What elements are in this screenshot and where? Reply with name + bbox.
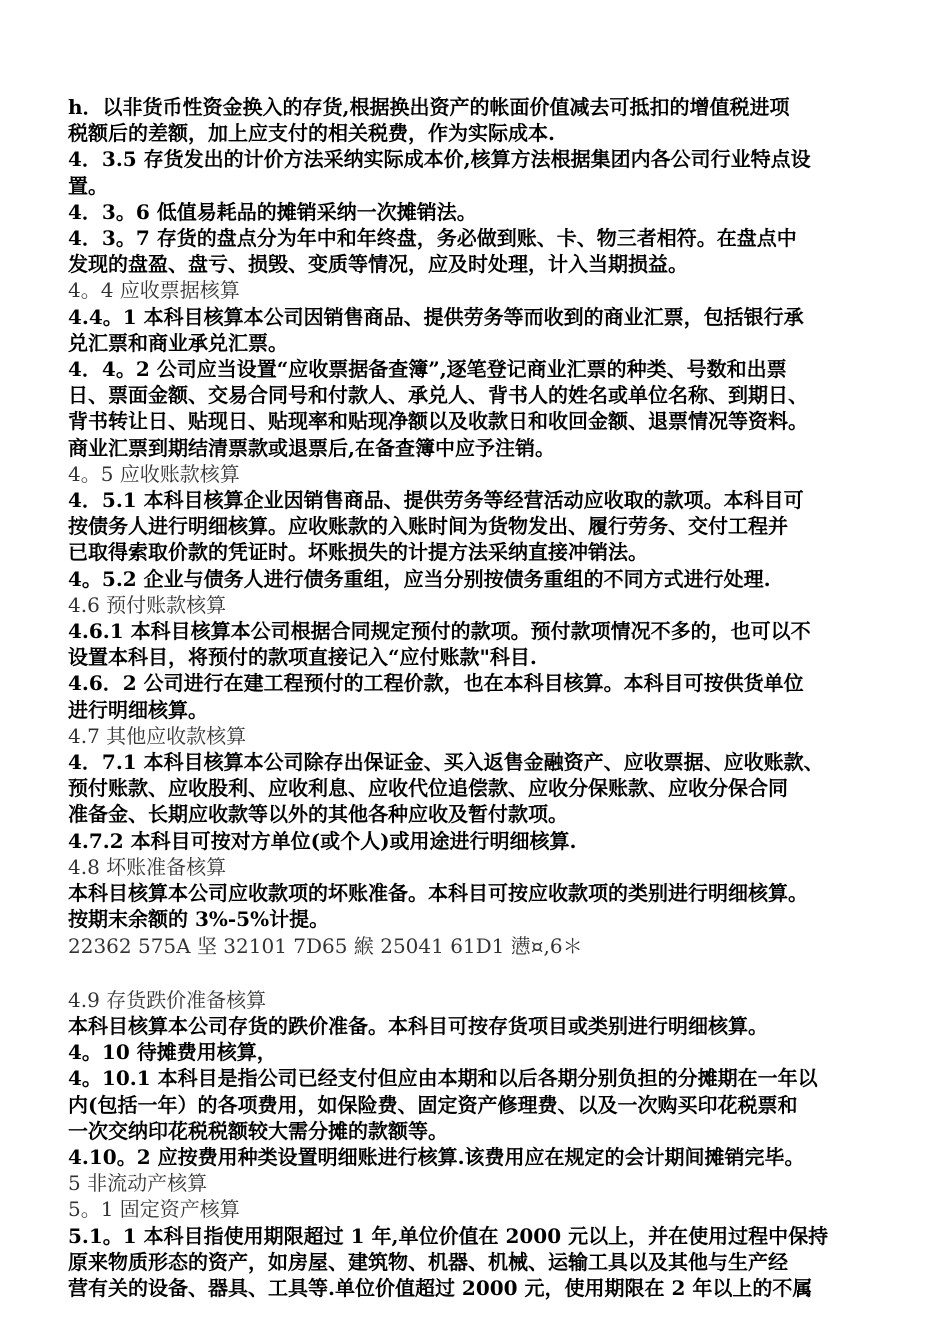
text-line: 预付账款、应收股利、应收利息、应收代位追偿款、应收分保账款、应收分保合同	[68, 776, 788, 801]
text-line: 4．4。2 公司应当设置“应收票据备查簿”,逐笔登记商业汇票的种类、号数和出票	[68, 357, 787, 382]
paragraph	[68, 828, 898, 854]
text-line: 5 非流动产核算	[68, 1171, 208, 1196]
text-line: 4．7.1 本科目核算本公司除存出保证金、买入返售金融资产、应收票据、应收账款、	[68, 750, 824, 775]
text-line: 原来物质形态的资产，如房屋、建筑物、机器、机械、运输工具以及其他与生产经	[68, 1249, 788, 1274]
paragraph	[68, 199, 898, 225]
text-line: h．以非货币性资金换入的存货,根据换出资产的帐面价值减去可抵扣的增值税进项	[68, 95, 790, 119]
paragraph	[68, 749, 898, 828]
paragraph	[68, 880, 898, 932]
text-line: 置。	[68, 173, 108, 198]
text-line: 营有关的设备、器具、工具等.单位价值超过 2000 元，使用期限在 2 年以上的不属	[68, 1275, 813, 1300]
text-line: 4。5 应收账款核算	[68, 461, 240, 486]
text-line: 税额后的差额，加上应支付的相关税费，作为实际成本.	[68, 121, 555, 146]
section-heading	[68, 1196, 898, 1222]
text-line: 4．3.5 存货发出的计价方法采纳实际成本价,核算方法根据集团内各公司行业特点设	[68, 147, 811, 172]
section-heading	[68, 461, 898, 487]
text-line: 4.4。1 本科目核算本公司因销售商品、提供劳务等而收到的商业汇票，包括银行承	[68, 304, 804, 329]
paragraph	[68, 1144, 898, 1170]
text-line: 按期末余额的 3%-5%计提。	[68, 907, 330, 932]
text-line: 22362 575A 坚 32101 7D65 緱 25041 61D1 懑¤,6＊	[68, 933, 583, 958]
text-line: 4．3。7 存货的盘点分为年中和年终盘，务必做到账、卡、物三者相符。在盘点中	[68, 226, 797, 251]
paragraph	[68, 1065, 898, 1144]
text-line: 4。4 应收票据核算	[68, 278, 240, 303]
text-line: 4．5.1 本科目核算企业因销售商品、提供劳务等经营活动应收取的款项。本科目可	[68, 488, 804, 513]
text-line: 4.10。2 应按费用种类设置明细账进行核算.该费用应在规定的会计期间摊销完毕。	[68, 1144, 805, 1169]
paragraph	[68, 566, 898, 592]
text-line: 内(包括一年）的各项费用，如保险费、固定资产修理费、以及一次购买印花税票和	[68, 1092, 798, 1117]
paragraph	[68, 618, 898, 670]
paragraph	[68, 94, 898, 146]
section-heading	[68, 987, 898, 1013]
text-line: 4.6.1 本科目核算本公司根据合同规定预付的款项。预付款项情况不多的，也可以不	[68, 619, 811, 644]
text-line: 4．3。6 低值易耗品的摊销采纳一次摊销法。	[68, 199, 477, 224]
paragraph	[68, 670, 898, 722]
paragraph	[68, 225, 898, 277]
text-line: 5。1 固定资产核算	[68, 1197, 240, 1222]
document-page	[68, 94, 898, 1301]
blank-line	[68, 959, 898, 987]
paragraph	[68, 356, 898, 461]
section-heading	[68, 1170, 898, 1196]
text-line: 日、票面金额、交易合同号和付款人、承兑人、背书人的姓名或单位名称、到期日、	[68, 383, 808, 408]
text-line: 准备金、长期应收款等以外的其他各种应收及暂付款项。	[68, 802, 568, 827]
text-line: 本科目核算本公司存货的跌价准备。本科目可按存货项目或类别进行明细核算。	[68, 1013, 768, 1038]
text-line: 按债务人进行明细核算。应收账款的入账时间为货物发出、履行劳务、交付工程并	[68, 514, 788, 539]
text-line: 发现的盘盈、盘亏、损毁、变质等情况，应及时处理，计入当期损益。	[68, 252, 688, 277]
paragraph	[68, 304, 898, 356]
section-heading	[68, 592, 898, 618]
text-line: 4。10 待摊费用核算，	[68, 1040, 277, 1065]
text-line: 4。10.1 本科目是指公司已经支付但应由本期和以后各期分别负担的分摊期在一年以	[68, 1066, 818, 1091]
text-line: 4.8 坏账准备核算	[68, 854, 227, 879]
section-heading	[68, 277, 898, 303]
paragraph	[68, 1013, 898, 1039]
paragraph	[68, 1223, 898, 1302]
text-line: 4。5.2 企业与债务人进行债务重组，应当分别按债务重组的不同方式进行处理.	[68, 566, 771, 591]
text-line: 背书转让日、贴现日、贴现率和贴现净额以及收款日和收回金额、退票情况等资料。	[68, 409, 808, 434]
paragraph	[68, 487, 898, 566]
section-heading	[68, 723, 898, 749]
text-line: 兑汇票和商业承兑汇票。	[68, 330, 288, 355]
paragraph	[68, 146, 898, 198]
text-line: 进行明细核算。	[68, 697, 208, 722]
text-line: 4.7.2 本科目可按对方单位(或个人)或用途进行明细核算.	[68, 828, 577, 853]
section-heading	[68, 933, 898, 959]
text-line: 已取得索取价款的凭证时。坏账损失的计提方法采纳直接冲销法。	[68, 540, 648, 565]
text-line: 商业汇票到期结清票款或退票后,在备查簿中应予注销。	[68, 435, 555, 460]
text-line: 4.9 存货跌价准备核算	[68, 987, 267, 1012]
text-line: 4.7 其他应收款核算	[68, 723, 247, 748]
text-line: 本科目核算本公司应收款项的坏账准备。本科目可按应收款项的类别进行明细核算。	[68, 881, 808, 906]
text-line: 5.1。1 本科目指使用期限超过 1 年,单位价值在 2000 元以上，并在使用过程中保持	[68, 1223, 829, 1248]
text-line: 设置本科目，将预付的款项直接记入“应付账款"科目.	[68, 645, 537, 670]
section-heading	[68, 854, 898, 880]
text-line: 一次交纳印花税税额较大需分摊的款额等。	[68, 1118, 448, 1143]
text-line: 4.6．2 公司进行在建工程预付的工程价款，也在本科目核算。本科目可按供货单位	[68, 671, 804, 696]
paragraph	[68, 1039, 898, 1065]
text-line: 4.6 预付账款核算	[68, 592, 227, 617]
